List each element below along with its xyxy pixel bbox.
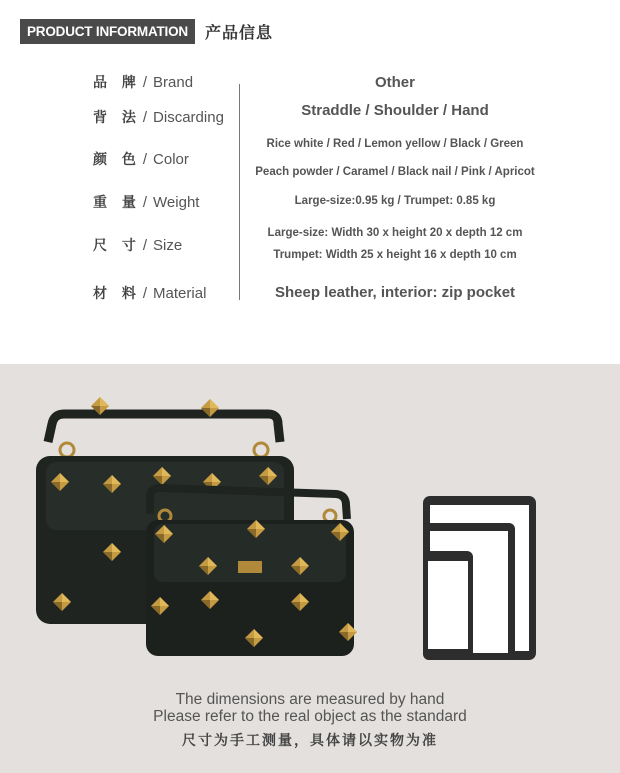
spec-value-brand: Other (374, 74, 415, 91)
product-photo (0, 364, 620, 773)
spec-value-size-2: Trumpet: Width 25 x height 16 x depth 10 cm (273, 249, 517, 261)
spec-value-color-2: Peach powder / Caramel / Black nail / Pink / Apricot (255, 166, 535, 178)
spec-value-color-1: Rice white / Red / Lemon yellow / Black / Green (266, 138, 524, 150)
caption-line-1: The dimensions are measured by hand (175, 691, 445, 708)
spec-value-size-1: Large-size: Width 30 x height 20 x depth 12 cm (267, 227, 523, 239)
spec-label-size: 尺 寸 / Size (93, 237, 183, 254)
header-title-cn: 产品信息 (204, 23, 273, 42)
spec-value-material: Sheep leather, interior: zip pocket (274, 284, 516, 301)
spec-table (0, 60, 620, 310)
header-badge: PRODUCT INFORMATION (20, 19, 195, 44)
spec-label-weight: 重 量 / Weight (93, 194, 200, 211)
caption-line-cn: 尺寸为手工测量，具体请以实物为准 (182, 733, 438, 749)
spec-label-color: 颜 色 / Color (93, 151, 189, 168)
spec-divider (239, 84, 240, 300)
spec-label-brand: 品 牌 / Brand (93, 74, 194, 91)
spec-label-discarding: 背 法 / Discarding (93, 109, 224, 126)
spec-label-material: 材 料 / Material (93, 285, 207, 302)
devices-icon (423, 496, 536, 660)
caption-line-2: Please refer to the real object as the standard (153, 708, 467, 725)
section-header (20, 19, 273, 44)
spec-value-weight: Large-size:0.95 kg / Trumpet: 0.85 kg (294, 195, 496, 207)
spec-value-discarding: Straddle / Shoulder / Hand (301, 102, 489, 119)
